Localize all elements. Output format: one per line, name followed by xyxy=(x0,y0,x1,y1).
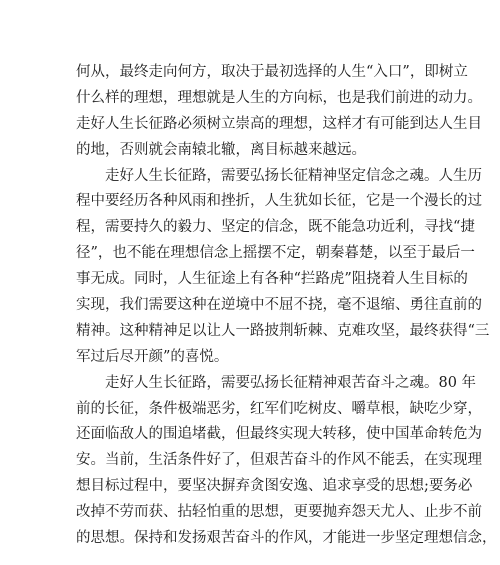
text-line: 军过后尽开颜”的喜悦。 xyxy=(76,348,229,365)
text-line: 的思想。保持和发扬艰苦奋斗的作风，才能进一步坚定理想信念， xyxy=(76,530,497,547)
text-line: 程中要经历各种风雨和挫折，人生犹如长征，它是一个漫长的过 xyxy=(76,193,482,210)
text-line: 改掉不劳而获、拈轻怕重的思想，更要抛弃怨天尤人、止步不前 xyxy=(76,504,482,521)
text-line: 的地，否则就会南辕北辙，离目标越来越远。 xyxy=(76,141,366,158)
text-line: 走好人生长征路必须树立崇高的理想，这样才有可能到达人生目 xyxy=(76,115,482,132)
text-line: 走好人生长征路，需要弘扬长征精神坚定信念之魂。人生历 xyxy=(76,167,482,184)
text-line: 什么样的理想，理想就是人生的方向标，也是我们前进的动力。 xyxy=(76,89,482,106)
text-line: 精神。这种精神足以让人一路披荆斩棘、克难攻坚，最终获得“三 xyxy=(76,322,490,339)
text-line: 何从，最终走向何方，取决于最初选择的人生“入口”，即树立 xyxy=(76,64,468,80)
text-line: 想目标过程中，要坚决摒弃贪图安逸、追求享受的思想;要务必 xyxy=(76,478,473,495)
text-line: 走好人生长征路，需要弘扬长征精神艰苦奋斗之魂。80 年 xyxy=(76,374,477,391)
text-line: 实现，我们需要这种在逆境中不屈不挠，毫不退缩、勇往直前的 xyxy=(76,297,482,314)
body-text xyxy=(76,60,497,552)
text-line: 径”，也不能在理想信念上摇摆不定，朝秦暮楚，以至于最后一 xyxy=(76,245,475,262)
text-line: 程，需要持久的毅力、坚定的信念，既不能急功近利，寻找“捷 xyxy=(76,219,475,236)
text-line: 事无成。同时，人生征途上有各种“拦路虎”阻挠着人生目标的 xyxy=(76,271,468,288)
text-line: 安。当前，生活条件好了，但艰苦奋斗的作风不能丢，在实现理 xyxy=(76,452,482,469)
text-line: 还面临敌人的围追堵截，但最终实现大转移，使中国革命转危为 xyxy=(76,426,482,443)
text-line: 前的长征，条件极端恶劣，红军们吃树皮、嚼草根，缺吃少穿， xyxy=(76,400,482,417)
